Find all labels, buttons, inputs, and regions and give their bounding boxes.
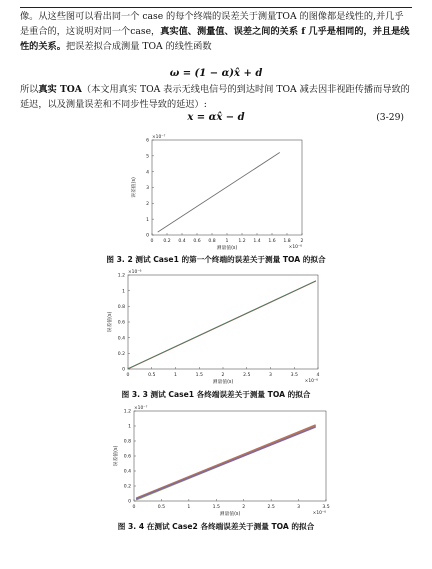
x-tick-label: 0.5 (148, 373, 156, 378)
x-axis-label: 测量值(s) (212, 380, 234, 385)
header-rule (20, 7, 412, 8)
y-tick-label: 0.8 (117, 304, 125, 310)
x-tick-label: 0 (150, 239, 154, 244)
x-tick-label: 1.2 (238, 239, 246, 244)
figure-3-4-caption: 图 3. 4 在测试 Case2 各终端误差关于测量 TOA 的拟合 (117, 522, 315, 531)
x-tick-label: 2.5 (267, 505, 275, 510)
x-tick-label: 0.8 (208, 239, 216, 244)
x-tick-label: 0.2 (163, 239, 171, 244)
x-tick-label: 3 (269, 373, 272, 378)
paragraph-2 (20, 82, 412, 112)
y-tick-label: 1 (146, 217, 149, 223)
x-tick-label: 4 (316, 373, 320, 378)
x-tick-label: 0 (126, 373, 130, 378)
x-axis-label: 测量值(s) (219, 512, 241, 517)
figure-3-2-caption: 图 3. 2 测试 Case1 的第一个终端的误差关于测量 TOA 的拟合 (106, 255, 326, 264)
x-tick-label: 1 (187, 505, 191, 510)
y-axis-label: 误差值(s) (108, 311, 113, 333)
p2-bold-term: 真实 TOA (38, 84, 82, 95)
x-tick-label: 2.5 (243, 373, 251, 378)
y-tick-label: 3 (146, 186, 149, 192)
paragraph-1 (20, 9, 412, 54)
p2-lead: 所以 (20, 84, 39, 95)
p1-line-3: 把误差拟合成测量 TOA 的线性函数 (65, 41, 212, 52)
x-tick-label: 3.5 (290, 373, 298, 378)
figure-3-3-chart (100, 265, 330, 387)
x-tick-label: 2 (242, 505, 246, 510)
x-tick-label: 2 (221, 373, 225, 378)
figure-3-2-chart (118, 130, 314, 252)
x-tick-label: 1.5 (195, 373, 203, 378)
y-tick-label: 0 (146, 233, 149, 239)
x-axis-label: 测量值(s) (216, 246, 238, 251)
x-tick-label: 1.5 (212, 505, 220, 510)
figure-3-3-caption: 图 3. 3 测试 Case1 各终端误差关于测量 TOA 的拟合 (121, 390, 311, 399)
x-tick-label: 3 (297, 505, 301, 510)
y-exponent-label: ×10⁻⁷ (134, 406, 148, 411)
y-axis-label: 误差值(s) (114, 445, 119, 467)
x-exponent-label: ×10⁻⁶ (304, 379, 318, 384)
y-tick-label: 0.8 (123, 439, 131, 445)
p1-line-1: 像。从这些图可以看出同一个 case 的每个终端的误差关于测量TOA 的图像都是线性的, (20, 11, 376, 22)
x-exponent-label: ×10⁻⁶ (288, 245, 302, 250)
y-tick-label: 4 (146, 170, 149, 176)
y-tick-label: 1 (128, 424, 131, 430)
x-tick-label: 1 (174, 373, 177, 378)
equation-2-number: (3-29) (376, 112, 404, 123)
y-tick-label: 0 (122, 367, 125, 373)
p2-body: （本文用真实 TOA 表示无线电信号的到达时间 TOA 减去因非视距传播而导致的延迟，以及测量误差和不同步性导致的延迟）: (20, 84, 410, 110)
y-tick-label: 6 (146, 138, 149, 144)
y-axis-label: 误差值(s) (132, 177, 137, 198)
y-tick-label: 1.2 (117, 273, 125, 279)
figure-3-4-chart (108, 401, 336, 519)
x-tick-label: 3.5 (322, 505, 330, 510)
y-tick-label: 1.2 (123, 409, 131, 415)
x-tick-label: 1 (225, 239, 229, 244)
y-tick-label: 0.6 (117, 320, 125, 326)
p1-line-2: 并几乎是重合的，这说明对同一个case， (20, 11, 404, 37)
y-tick-label: 0.4 (117, 336, 125, 342)
x-tick-label: 0.6 (193, 239, 201, 244)
x-tick-label: 1.6 (268, 239, 276, 244)
y-tick-label: 0.2 (123, 484, 131, 490)
x-exponent-label: ×10⁻⁶ (312, 511, 326, 516)
equation-1: ω = (1 − α)x̂ + d (169, 68, 263, 79)
x-tick-label: 0.4 (178, 239, 186, 244)
y-exponent-label: ×10⁻⁶ (128, 270, 142, 275)
x-tick-label: 2 (300, 239, 304, 244)
equation-2: x = αx̂ − d (187, 112, 245, 123)
y-tick-label: 0.2 (117, 351, 125, 357)
y-tick-label: 2 (146, 201, 149, 207)
x-tick-label: 1.4 (253, 239, 261, 244)
x-tick-label: 0.5 (157, 505, 166, 510)
x-tick-label: 1.8 (283, 239, 291, 244)
y-tick-label: 5 (146, 154, 149, 160)
p1-bold-statement: 真实值、测量值、误差之间的关系 f 几乎是相同的，并且是线性的关系。 (20, 26, 410, 52)
y-tick-label: 0.4 (123, 469, 131, 475)
y-tick-label: 0 (128, 499, 131, 505)
x-tick-label: 0 (132, 505, 136, 510)
y-tick-label: 0.6 (123, 454, 131, 460)
y-exponent-label: ×10⁻⁷ (152, 135, 166, 140)
y-tick-label: 1 (122, 289, 125, 295)
